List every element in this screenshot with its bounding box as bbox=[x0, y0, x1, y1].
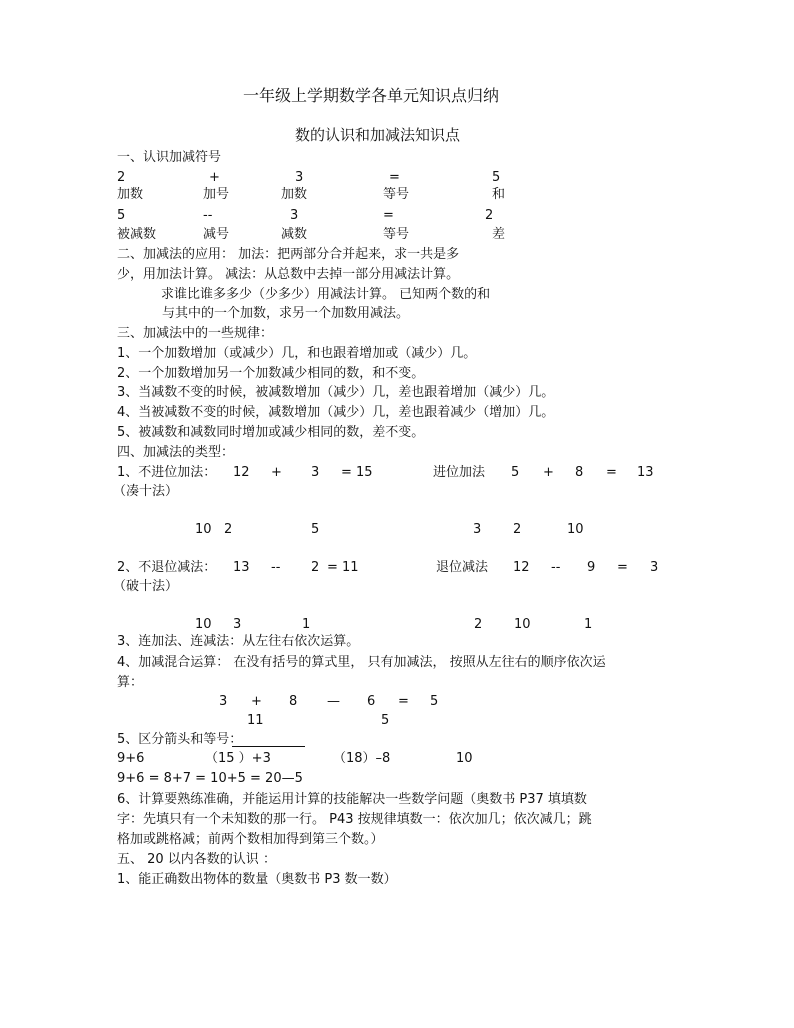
type-2-note: （破十法） bbox=[113, 579, 179, 594]
sub-name-subtrahend: 减数 bbox=[281, 227, 308, 242]
type-5-expr-d: 10 bbox=[456, 751, 473, 766]
sub-name-minuend: 被减数 bbox=[117, 227, 157, 242]
type-2b-split-c: 1 bbox=[584, 617, 593, 632]
section-2-line-3: 求谁比谁多多少（少多少）用减法计算。 已知两个数的和 bbox=[161, 287, 491, 302]
section-2-line-4: 与其中的一个加数，求另一个加数用减法。 bbox=[162, 306, 410, 321]
type-2-minus: -- bbox=[271, 560, 281, 575]
type-6-line-2: 字：先填只有一个未知数的那一行。 P43 按规律填数一：依次加几；依次减几；跳 bbox=[117, 812, 592, 827]
type-2-split-c: 1 bbox=[302, 617, 311, 632]
type-1b-num-b: 8 bbox=[575, 465, 584, 480]
sub-result: 2 bbox=[485, 208, 494, 223]
page-subtitle: 数的认识和加减法知识点 bbox=[295, 126, 461, 144]
sub-name-difference: 差 bbox=[492, 227, 506, 242]
type-5-expr-c: （18）–8 bbox=[333, 751, 391, 766]
underline-rule bbox=[232, 746, 305, 747]
type-6-line-1: 6、计算要熟练准确，并能运用计算的技能解决一些数学问题（奥数书 P37 填填数 bbox=[117, 792, 587, 807]
sub-operand-1: 5 bbox=[117, 208, 126, 223]
type-4-step-1: 11 bbox=[247, 713, 264, 728]
type-2-result: = 11 bbox=[327, 560, 359, 575]
type-4-result: 5 bbox=[430, 694, 439, 709]
type-5-chain: 9+6 = 8+7 = 10+5 = 20—5 bbox=[117, 771, 303, 786]
rule-4: 4、当被减数不变的时候，减数增加（减少）几，差也跟着减少（增加）几。 bbox=[117, 405, 555, 420]
add-plus-sign: + bbox=[209, 170, 220, 185]
type-1b-split-c: 10 bbox=[567, 522, 584, 537]
type-4-plus: + bbox=[251, 694, 262, 709]
type-2b-num-b: 9 bbox=[587, 560, 596, 575]
type-1-split-c: 5 bbox=[311, 522, 320, 537]
type-4-minus: — bbox=[327, 694, 340, 709]
type-2-label: 2、不退位减法： bbox=[117, 560, 217, 575]
section-2-line-2: 少，用加法计算。 减法：从总数中去掉一部分用减法计算。 bbox=[117, 267, 460, 282]
type-2-num-a: 13 bbox=[233, 560, 250, 575]
add-name-addend-1: 加数 bbox=[117, 187, 144, 202]
type-2b-num-a: 12 bbox=[513, 560, 530, 575]
rule-2: 2、一个加数增加另一个加数减少相同的数，和不变。 bbox=[117, 366, 425, 381]
type-2b-minus: -- bbox=[551, 560, 561, 575]
add-result: 5 bbox=[492, 170, 501, 185]
section-1-heading: 一、认识加减符号 bbox=[117, 150, 222, 165]
section-4-heading: 四、加减法的类型： bbox=[117, 445, 235, 460]
type-2b-split-b: 10 bbox=[514, 617, 531, 632]
type-1-label: 1、不进位加法： bbox=[117, 465, 217, 480]
type-1b-num-a: 5 bbox=[511, 465, 520, 480]
rule-1: 1、一个加数增加（或减少）几，和也跟着增加或（减少）几。 bbox=[117, 346, 477, 361]
type-1-split-b: 2 bbox=[224, 522, 233, 537]
type-3: 3、连加法、连减法：从左往右依次运算。 bbox=[117, 634, 360, 649]
section-3-heading: 三、加减法中的一些规律： bbox=[117, 326, 274, 341]
section-5-item-1: 1、能正确数出物体的数量（奥数书 P3 数一数） bbox=[117, 872, 397, 887]
sub-minus-sign: -- bbox=[203, 208, 213, 223]
add-name-sum: 和 bbox=[492, 187, 506, 202]
rule-5: 5、被减数和减数同时增加或减少相同的数，差不变。 bbox=[117, 425, 425, 440]
type-1-note: （凑十法） bbox=[113, 484, 179, 499]
sub-equals-sign: = bbox=[383, 208, 394, 223]
type-1-split-a: 10 bbox=[195, 522, 212, 537]
type-1b-plus: + bbox=[543, 465, 554, 480]
type-4-line-2: 算： bbox=[117, 675, 144, 690]
add-name-addend-2: 加数 bbox=[281, 187, 308, 202]
sub-operand-2: 3 bbox=[290, 208, 299, 223]
add-equals-sign: = bbox=[389, 170, 400, 185]
type-4-num-a: 3 bbox=[219, 694, 228, 709]
type-5-expr-a: 9+6 bbox=[117, 751, 145, 766]
type-2b-result: 3 bbox=[650, 560, 659, 575]
type-1-num-a: 12 bbox=[233, 465, 250, 480]
add-name-equals: 等号 bbox=[383, 187, 410, 202]
rule-3: 3、当减数不变的时候，被减数增加（减少）几，差也跟着增加（减少）几。 bbox=[117, 385, 555, 400]
section-5-heading: 五、 20 以内各数的认识 ： bbox=[117, 852, 276, 867]
type-6-line-3: 格加或跳格减；前两个数相加得到第三个数。） bbox=[117, 832, 384, 847]
type-2b-equals: = bbox=[617, 560, 628, 575]
type-1b-split-a: 3 bbox=[473, 522, 482, 537]
type-2-split-b: 3 bbox=[233, 617, 242, 632]
type-1-result: = 15 bbox=[341, 465, 373, 480]
type-1b-split-b: 2 bbox=[513, 522, 522, 537]
type-2-split-a: 10 bbox=[195, 617, 212, 632]
sub-name-equals: 等号 bbox=[383, 227, 410, 242]
type-1b-result: 13 bbox=[637, 465, 654, 480]
type-2-num-b: 2 bbox=[311, 560, 320, 575]
page-title: 一年级上学期数学各单元知识点归纳 bbox=[243, 86, 500, 105]
type-2b-split-a: 2 bbox=[474, 617, 483, 632]
type-4-equals: = bbox=[398, 694, 409, 709]
add-name-plus: 加号 bbox=[203, 187, 230, 202]
type-1-plus: + bbox=[271, 465, 282, 480]
type-4-line-1: 4、加减混合运算： 在没有括号的算式里， 只有加减法， 按照从左往右的顺序依次运 bbox=[117, 655, 606, 670]
type-2-label-2: 退位减法 bbox=[436, 560, 489, 575]
sub-name-minus: 减号 bbox=[203, 227, 230, 242]
type-4-num-c: 6 bbox=[367, 694, 376, 709]
type-1-num-b: 3 bbox=[311, 465, 320, 480]
type-5-heading: 5、区分箭头和等号： bbox=[117, 732, 243, 747]
type-1-label-2: 进位加法 bbox=[433, 465, 486, 480]
type-5-expr-b: （15 ）+3 bbox=[205, 751, 271, 766]
type-1b-equals: = bbox=[606, 465, 617, 480]
type-4-step-2: 5 bbox=[381, 713, 390, 728]
add-operand-1: 2 bbox=[117, 170, 126, 185]
type-4-num-b: 8 bbox=[289, 694, 298, 709]
add-operand-2: 3 bbox=[295, 170, 304, 185]
section-2-line-1: 二、加减法的应用： 加法：把两部分合并起来，求一共是多 bbox=[117, 247, 460, 262]
